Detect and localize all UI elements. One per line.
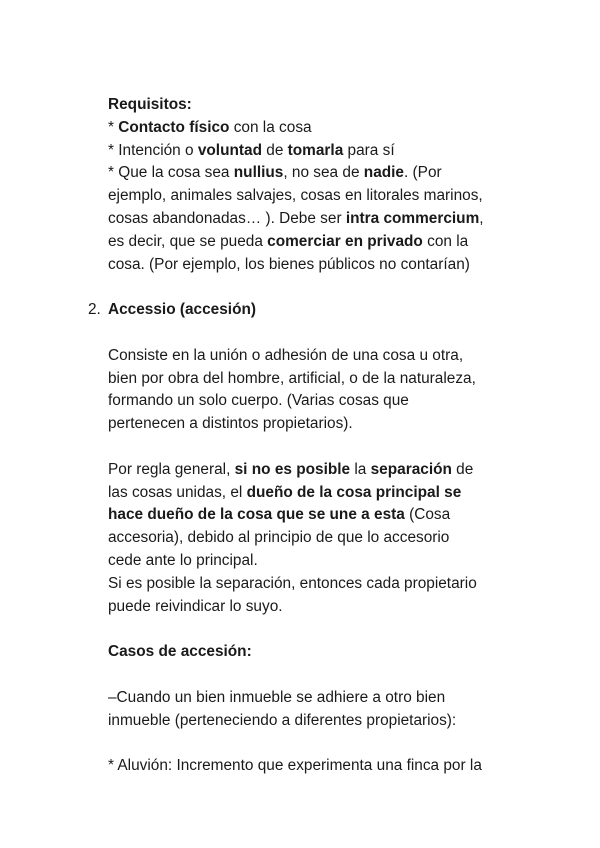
requisito-intencion: * Intención o voluntad de tomarla para sí	[108, 141, 395, 159]
requisito-contacto-fisico: * Contacto físico con la cosa	[108, 118, 312, 136]
list-number: 2.	[88, 301, 101, 319]
requisitos-heading: Requisitos:	[108, 96, 192, 113]
document-content	[88, 94, 548, 778]
paragraph-inmueble: –Cuando un bien inmueble se adhiere a otro bien inmueble (perteneciendo a diferentes propietarios):	[108, 688, 457, 729]
requisito-nullius: * Que la cosa sea nullius, no sea de nadie. (Por ejemplo, animales salvajes, cosas en litorales marinos, cosas abandonadas… ). Debe ser intra commercium, es decir, que se pueda comerciar en privado con la cosa. (Por ejemplo, los bienes públicos no contarían)	[108, 164, 484, 273]
casos-heading: Casos de accesión:	[108, 643, 252, 661]
aluvion-item: * Aluvión: Incremento que experimenta una finca por la	[108, 757, 482, 775]
paragraph-regla-general: Por regla general, si no es posible la separación de las cosas unidas, el dueño de la cosa principal se hace dueño de la cosa que se une a esta (Cosa accesoria), debido al principio de que lo accesorio cede ante lo principal. Si es posible la separación, entonces cada propietario puede reivindicar lo suyo.	[108, 460, 477, 615]
section-heading-accessio: 2. Accessio (accesión)	[108, 299, 548, 322]
paragraph-definicion: Consiste en la unión o adhesión de una cosa u otra, bien por obra del hombre, artificial, o de la naturaleza, formando un solo cuerpo. (Varias cosas que pertenecen a distintos propietarios).	[108, 346, 476, 433]
